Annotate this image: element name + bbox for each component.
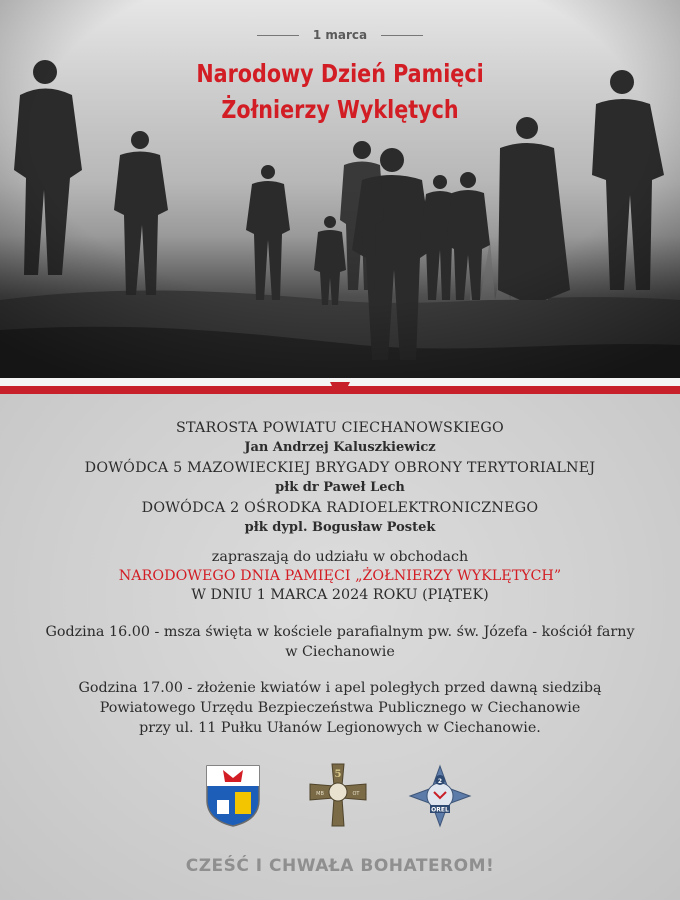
organizer-name-1: Jan Andrzej Kaluszkiewicz [244,440,436,455]
schedule-2-line-3: przy ul. 11 Pułku Ułanów Legionowych w Ciechanowie. [139,720,541,736]
footer-slogan: CZEŚĆ I CHWAŁA BOHATEROM! [185,856,495,876]
invitation-date: W DNIU 1 MARCA 2024 ROKU (PIĄTEK) [191,587,489,603]
invitation-block [20,548,660,605]
badge-right-text: OT [352,791,360,797]
date-rule-left [257,35,299,36]
schedule-1-line-1: Godzina 16.00 - msza święta w kościele parafialnym pw. św. Józefa - kościół farny [45,624,635,640]
organizer-role-2: DOWÓDCA 5 MAZOWIECKIEJ BRYGADY OBRONY TERYTORIALNEJ [84,460,596,476]
title-line-2: Żołnierzy Wyklętych [221,95,459,124]
orel-number: 2 [437,778,443,785]
schedule-2-line-1: Godzina 17.00 - złożenie kwiatów i apel poległych przed dawną siedzibą [78,680,602,696]
badge-left-text: MB [316,791,324,797]
page-title [27,56,653,128]
schedule-item-1 [20,622,660,662]
schedule-2-line-2: Powiatowego Urzędu Bezpieczeństwa Publicznego w Ciechanowie [99,700,581,716]
date-rule-right [381,35,423,36]
organizers-block [20,418,660,538]
invitation-event: NARODOWEGO DNIA PAMIĘCI „ŻOŁNIERZY WYKLĘTYCH” [118,568,562,584]
title-line-1: Narodowy Dzień Pamięci [196,59,484,88]
brigade-badge-icon [306,762,370,828]
badge-number: 5 [334,769,342,780]
orel-label: OREL [431,806,449,814]
flag-ribbon [0,378,680,394]
orel-centre-badge-icon [408,764,472,828]
date-label [0,28,680,42]
schedule-item-2 [20,678,660,738]
organizer-role-1: STAROSTA POWIATU CIECHANOWSKIEGO [176,420,504,436]
invitation-intro: zapraszają do udziału w obchodach [211,549,469,565]
organizer-role-3: DOWÓDCA 2 OŚRODKA RADIOELEKTRONICZNEGO [141,500,539,516]
date-text: 1 marca [312,28,368,42]
organizer-name-2: płk dr Paweł Lech [275,480,405,495]
county-coat-of-arms-icon [205,764,261,828]
logos-row [0,762,680,832]
header-photo [0,0,680,380]
organizer-name-3: płk dypl. Bogusław Postek [244,520,436,535]
schedule-1-line-2: w Ciechanowie [285,644,395,660]
